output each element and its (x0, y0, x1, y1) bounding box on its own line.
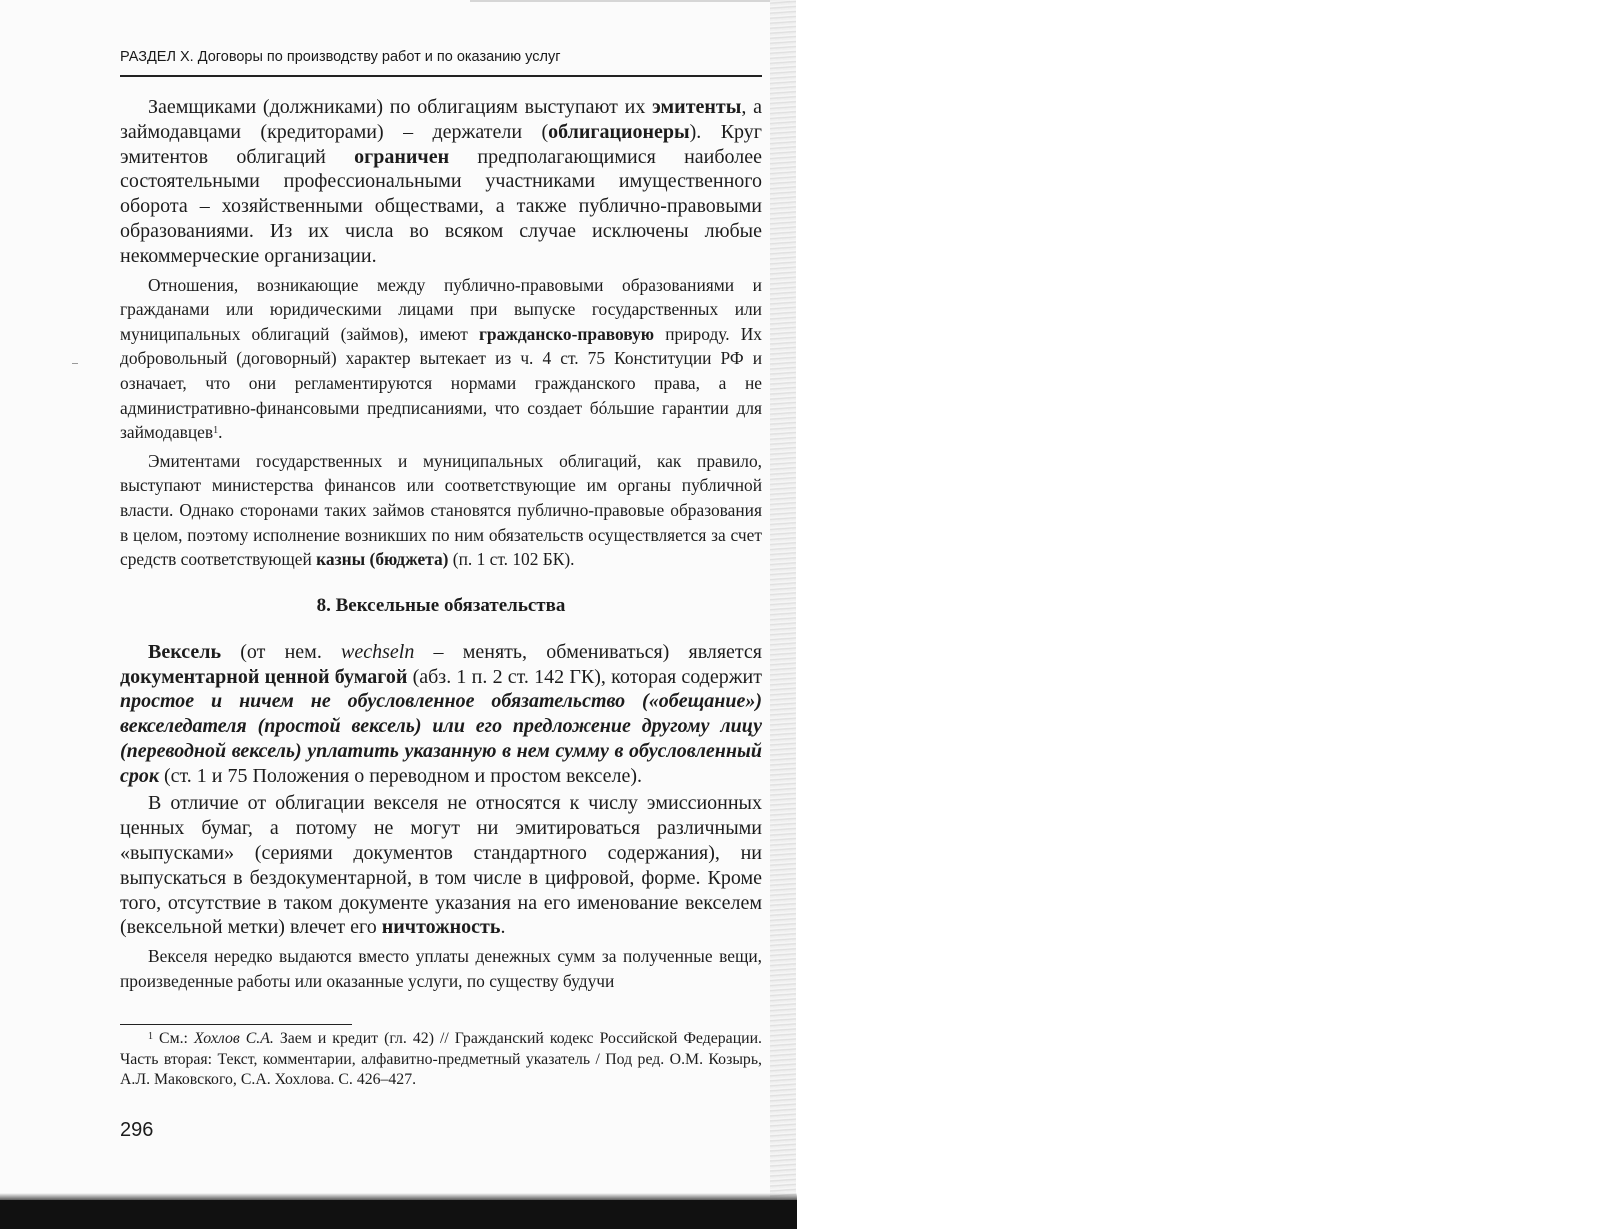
text-run: Векселя нередко выдаются вместо уплаты денежных сумм за полученные вещи, произведенные работы или оказанные услуги, по существу будучи (120, 946, 762, 991)
footnote (120, 1029, 762, 1091)
paragraph-3 (120, 449, 762, 572)
text-run: (ст. 1 и 75 Положения о переводном и простом векселе). (159, 764, 643, 787)
text-run: (от нем. (221, 640, 342, 663)
paragraph-5 (120, 791, 762, 940)
footnote-rule (120, 1024, 352, 1025)
page-number: 296 (120, 1119, 154, 1141)
italic-term: wechseln (341, 640, 415, 663)
book-binding-edge (770, 0, 796, 1200)
text-run: ). Круг эмитентов облигаций (120, 120, 762, 168)
text-run: Заемщиками (должниками) по облигациям выступают их (148, 96, 653, 118)
bold-term: казны (бюджета) (316, 549, 449, 570)
text-run: . (218, 422, 223, 443)
paragraph-1 (120, 95, 762, 269)
text-run: Заем и кредит (гл. 42) // Гражданский кодекс Российской Федерации. Часть вторая: Текст, комментарии, алфавитно-предметный указатель / Под ред. О.М. Козырь, А.Л. Маковского, С.А. Хохлова. С. 426–427. (120, 1030, 763, 1088)
text-run: природу. Их добровольный (договорный) характер вытекает из ч. 4 ст. 75 Конституции РФ и означает, что они регламентируются нормами гражданского права, а не административно-финансовыми предписаниями, что создает бóльшие гарантии для займодавцев (120, 323, 762, 443)
text-run: Отношения, возникающие между публично-правовыми образованиями и гражданами или юридическими лицами при выпуске государственных или муниципальных облигаций (займов), имеют (120, 274, 762, 344)
bold-term: гражданско-правовую (479, 323, 655, 344)
footnote-author: Хохлов С.А. (193, 1030, 274, 1047)
paragraph-2 (120, 273, 762, 445)
bold-italic-definition: простое и ничем не обусловленное обязательство («обещание») векселедателя (простой вексель) или его предложение другому лицу (переводной вексель) уплатить указанную в нем сумму в обусловленный срок (120, 690, 762, 787)
footnote-reference[interactable]: 1 (213, 425, 219, 437)
book-page (0, 0, 790, 1229)
text-run: , а займодавцами (кредиторами) – держатели ( (120, 96, 762, 143)
bold-term: документарной ценной бумагой (120, 665, 408, 688)
text-run: . (500, 916, 506, 939)
bold-term: облигационеры (548, 120, 690, 143)
header-rule (120, 75, 762, 77)
running-head: РАЗДЕЛ X. Договоры по производству работ и по оказанию услуг (120, 49, 561, 65)
bold-term: ограничен (354, 145, 450, 168)
top-edge-line (470, 0, 790, 2)
stray-mark (72, 363, 78, 364)
text-run: (п. 1 ст. 102 БК). (448, 549, 575, 570)
bold-term: эмитенты (652, 96, 742, 118)
text-run: В отличие от облигации векселя не относятся к числу эмиссионных ценных бумаг, а потому не могут ни эмитироваться различными «выпусками» (сериями документов стандартного содержания), ни выпускаться в бездокументарной, в том числе в цифровой, форме. Кроме того, отсутствие в таком документе указания на его именование векселем (вексельной метки) влечет его (120, 792, 762, 939)
footnote-indent (120, 1030, 153, 1047)
text-run: Эмитентами государственных и муниципальных облигаций, как правило, выступают министерства финансов или соответствующие им органы публичной власти. Однако сторонами таких займов становятся публично-правовые образования в целом, поэтому исполнение возникших по ним обязательств осуществляется за счет средств соответствующей (120, 450, 762, 570)
scan-bottom-edge (0, 1200, 797, 1229)
text-run: – менять, обмениваться) является (414, 640, 762, 663)
paragraph-4 (120, 640, 762, 789)
text-run: предполагающимися наиболее состоятельными профессиональными участниками имущественного оборота – хозяйственными обществами, а также публично-правовыми образованиями. Из их числа во всяком случае исключены любые некоммерческие организации. (120, 145, 762, 267)
bold-term: ничтожность (381, 916, 501, 939)
text-run: См.: (153, 1030, 194, 1047)
footnote-mark: 1 (148, 1031, 153, 1042)
paragraph-6 (120, 944, 762, 993)
bold-term: Вексель (148, 640, 222, 663)
body-text (120, 95, 762, 993)
section-title: 8. Вексельные обязательства (316, 594, 566, 616)
text-run: (абз. 1 п. 2 ст. 142 ГК), которая содержит (407, 665, 762, 688)
